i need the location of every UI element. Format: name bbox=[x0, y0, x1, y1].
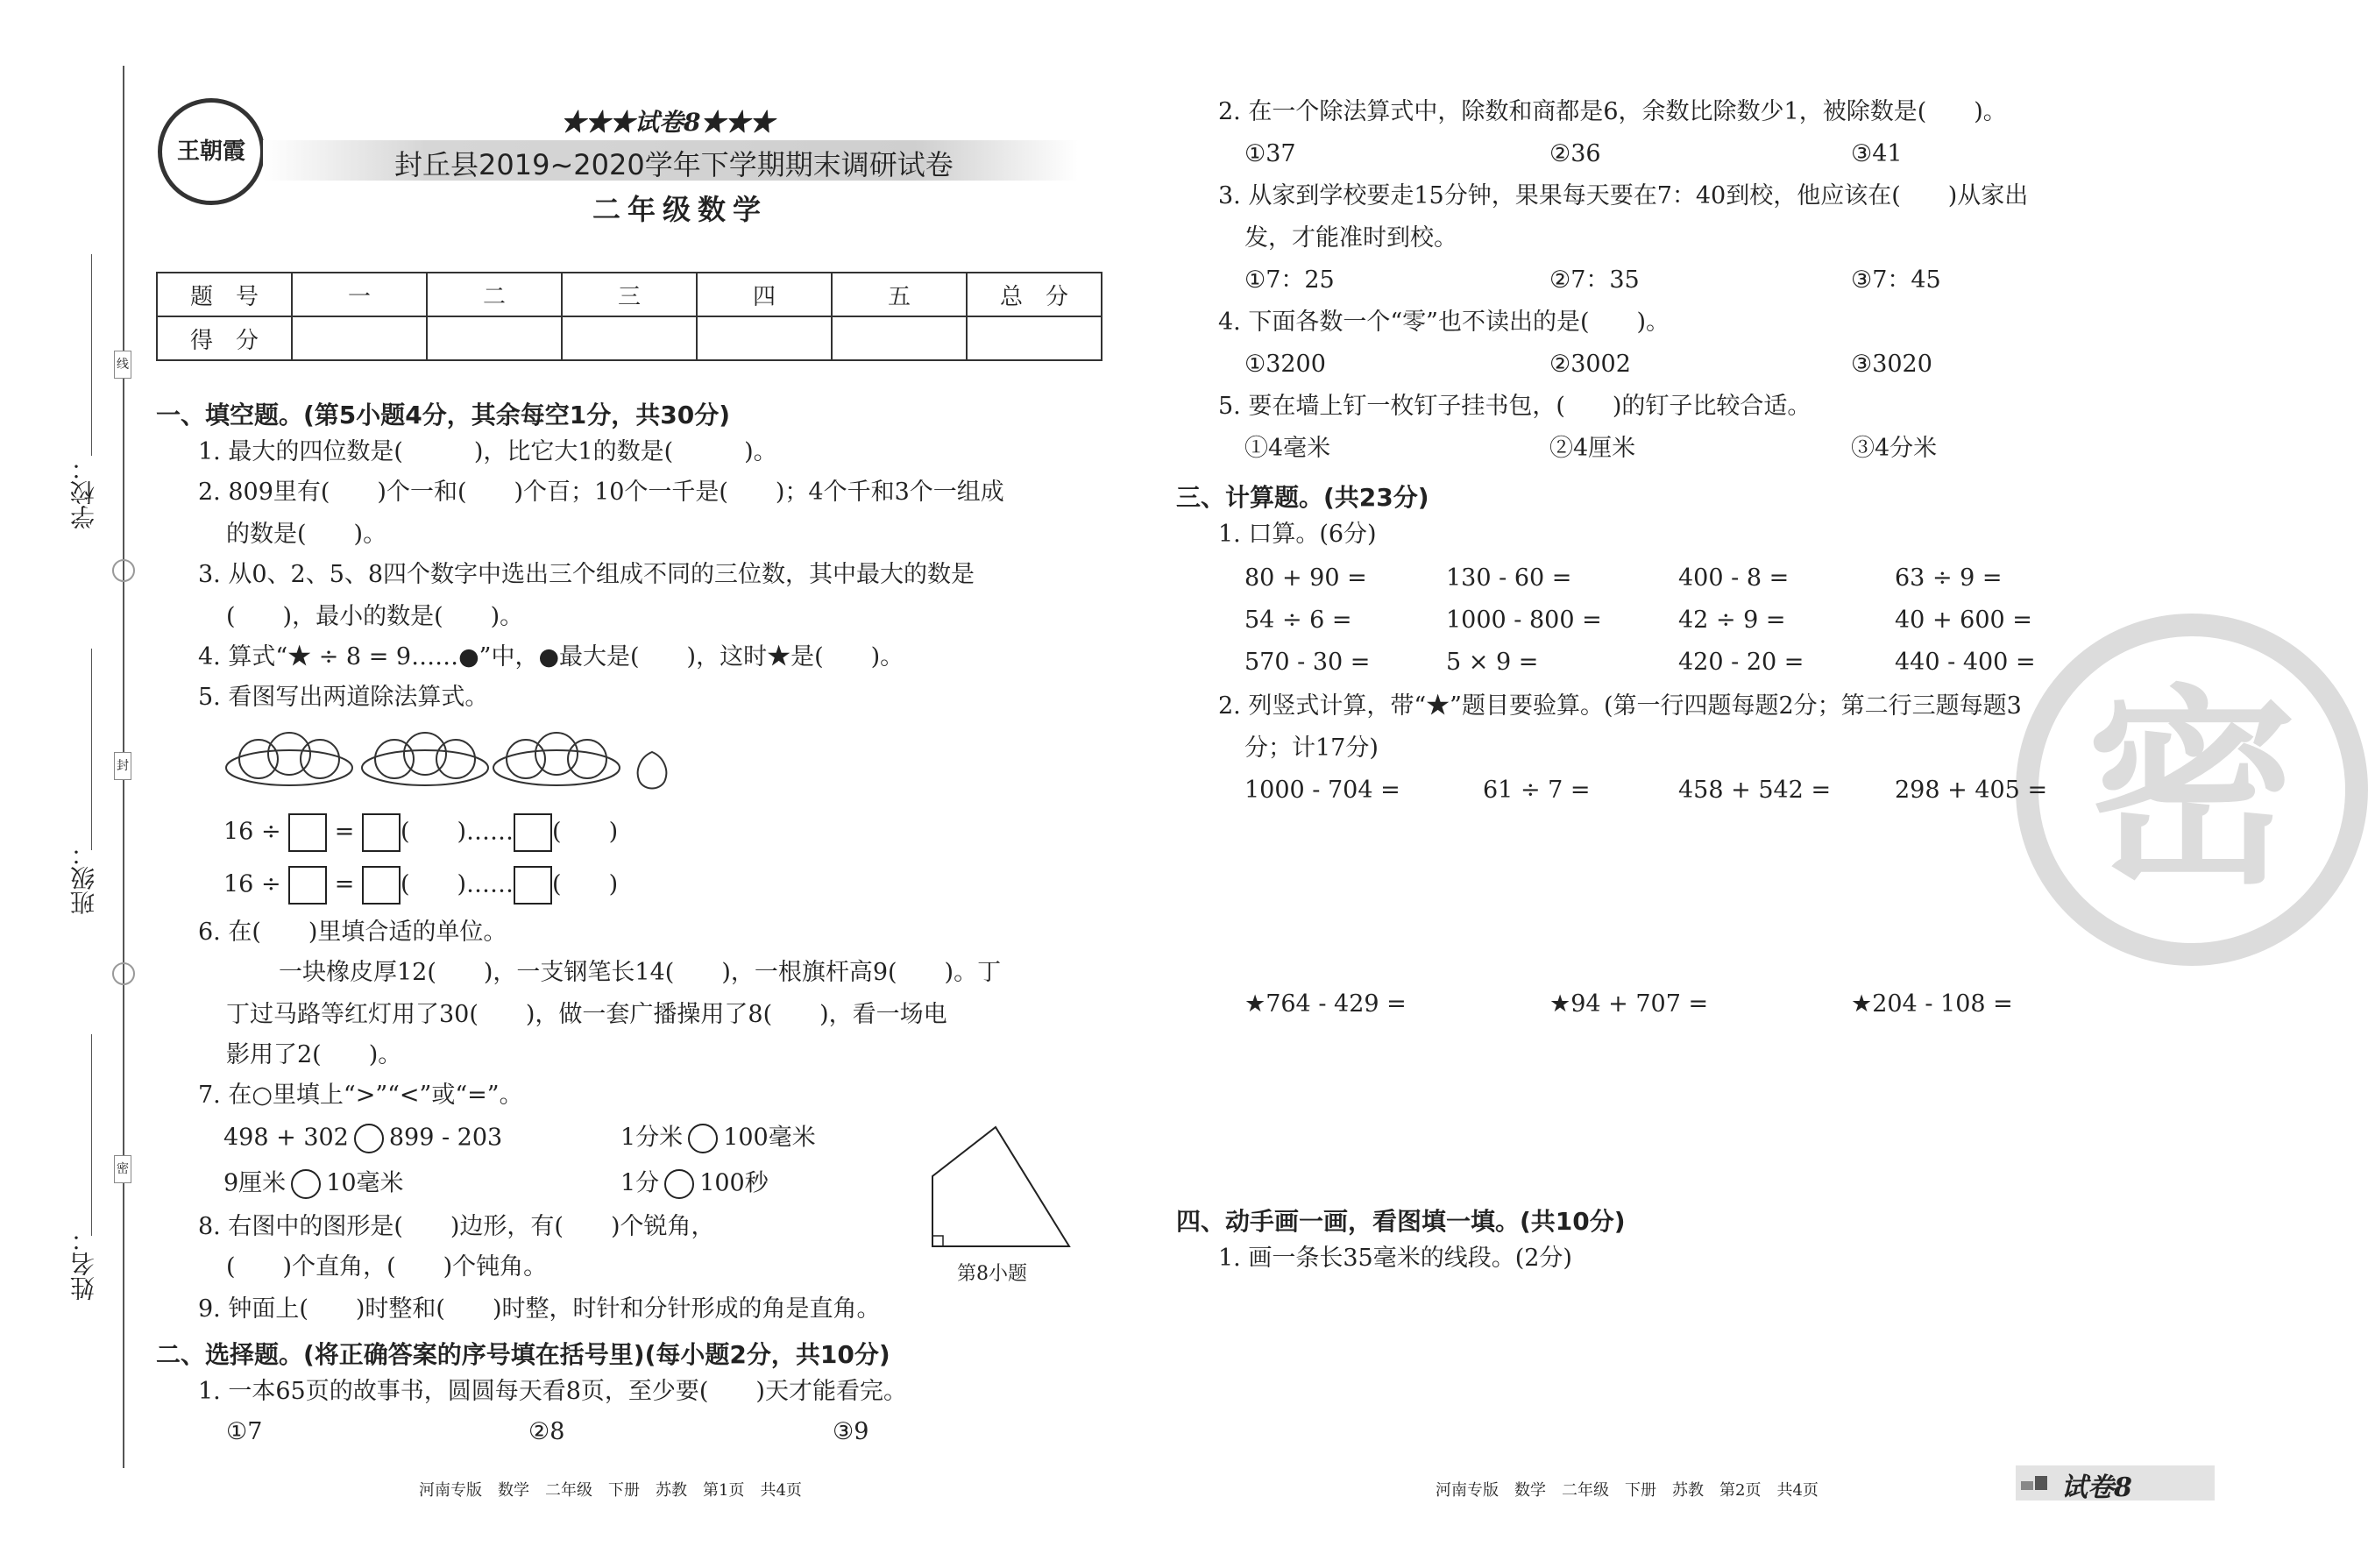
unit-blank: ( ) bbox=[552, 818, 619, 846]
choice-q4: 4. 下面各数一个“零”也不读出的是( )。 bbox=[1218, 309, 1670, 336]
brand-logo-text: 王朝霞 bbox=[176, 138, 245, 165]
score-cell: 题 号 bbox=[157, 273, 292, 316]
calc-q1: 1. 口算。(6分) bbox=[1218, 521, 1377, 548]
compare-left: 1分米 bbox=[620, 1124, 684, 1152]
choice-q3-cont: 发，才能准时到校。 bbox=[1244, 224, 1457, 252]
score-cell: 二 bbox=[427, 273, 562, 316]
watermark-seal bbox=[2016, 614, 2368, 966]
section-2-heading: 二、选择题。(将正确答案的序号填在括号里)(每小题2分，共10分) bbox=[156, 1340, 890, 1369]
oral-item[interactable]: 42 ÷ 9 = bbox=[1678, 607, 1786, 634]
score-input-cell[interactable] bbox=[562, 316, 697, 360]
oral-item[interactable]: 400 - 8 = bbox=[1678, 564, 1790, 592]
fill-q6-c: 影用了2( )。 bbox=[226, 1041, 402, 1068]
compare-right: 100秒 bbox=[699, 1169, 769, 1197]
choice-option[interactable]: ①3200 bbox=[1244, 351, 1326, 378]
score-cell: 五 bbox=[832, 273, 967, 316]
score-input-cell[interactable] bbox=[967, 316, 1102, 360]
choice-option[interactable]: ③41 bbox=[1851, 140, 1903, 167]
peach-plates-illustration bbox=[223, 722, 662, 796]
choice-option[interactable]: ②8 bbox=[528, 1418, 565, 1445]
compare-circle[interactable] bbox=[354, 1124, 384, 1153]
score-table bbox=[156, 272, 1102, 361]
tag-square-icon bbox=[2035, 1476, 2047, 1490]
fill-q5: 5. 看图写出两道除法算式。 bbox=[198, 684, 489, 711]
section-1-heading: 一、填空题。(第5小题4分，其余每空1分，共30分) bbox=[156, 401, 731, 429]
score-input-cell[interactable] bbox=[697, 316, 832, 360]
oral-item[interactable]: 420 - 20 = bbox=[1678, 649, 1804, 676]
peach-icon bbox=[631, 747, 673, 792]
fill-q2-cont: 的数是( )。 bbox=[226, 521, 387, 548]
score-table-score-row bbox=[157, 316, 1102, 360]
tag-square-icon bbox=[2021, 1481, 2033, 1490]
score-input-cell[interactable] bbox=[427, 316, 562, 360]
oral-item[interactable]: 54 ÷ 6 = bbox=[1244, 607, 1352, 634]
plate-icon bbox=[226, 733, 352, 785]
fill-q1: 1. 最大的四位数是( )，比它大1的数是( )。 bbox=[198, 438, 777, 465]
choice-option[interactable]: ②7：35 bbox=[1549, 266, 1640, 294]
watermark-text: 密 bbox=[2086, 667, 2297, 912]
equals-sign: = bbox=[334, 818, 355, 846]
choice-option[interactable]: ③7：45 bbox=[1851, 266, 1941, 294]
fill-q6-b: 丁过马路等红灯用了30( )，做一套广播操用了8( )，看一场电 bbox=[226, 1001, 947, 1028]
oral-item[interactable]: 80 + 90 = bbox=[1244, 564, 1367, 592]
score-table-header-row bbox=[157, 273, 1102, 316]
compare-row bbox=[620, 1169, 769, 1199]
plate-icon bbox=[362, 733, 488, 785]
choice-option[interactable]: ③4分米 bbox=[1851, 435, 1938, 462]
paper-number: ★★★试卷8★★★ bbox=[561, 108, 775, 137]
choice-option[interactable]: ③3020 bbox=[1851, 351, 1932, 378]
name-label: 姓名： bbox=[69, 1227, 98, 1301]
fill-q2: 2. 809里有( )个一和( )个百；10个一千是( )；4个千和3个一组成 bbox=[198, 479, 1004, 506]
fill-q6-a: 一块橡皮厚12( )，一支钢笔长14( )，一根旗杆高9( )。丁 bbox=[279, 959, 1002, 986]
unit-blank: ( ) bbox=[552, 870, 619, 898]
draw-q1: 1. 画一条长35毫米的线段。(2分) bbox=[1218, 1245, 1572, 1272]
figure-caption: 第8小题 bbox=[957, 1263, 1027, 1285]
q8-figure bbox=[929, 1124, 1078, 1255]
brand-logo bbox=[158, 98, 265, 205]
division-row-1 bbox=[223, 813, 618, 852]
plate-icon bbox=[493, 733, 620, 785]
fill-q3: 3. 从0、2、5、8四个数字中选出三个组成不同的三位数，其中最大的数是 bbox=[198, 561, 975, 588]
compare-circle[interactable] bbox=[291, 1169, 321, 1199]
compare-right: 10毫米 bbox=[326, 1169, 404, 1197]
compare-row bbox=[620, 1124, 816, 1153]
oral-item[interactable]: 570 - 30 = bbox=[1244, 649, 1371, 676]
oral-item[interactable]: 440 - 400 = bbox=[1895, 649, 2036, 676]
fill-q9: 9. 钟面上( )时整和( )时整，时针和分针形成的角是直角。 bbox=[198, 1295, 881, 1323]
vertical-calc-item[interactable]: 1000 - 704 = bbox=[1244, 777, 1400, 804]
answer-box[interactable] bbox=[514, 813, 552, 852]
compare-right: 899 - 203 bbox=[388, 1124, 503, 1152]
vertical-calc-item[interactable]: 298 + 405 = bbox=[1895, 777, 2048, 804]
school-blank[interactable] bbox=[91, 254, 92, 456]
page-footer-right: 河南专版 数学 二年级 下册 苏教 第2页 共4页 bbox=[1436, 1481, 1819, 1500]
seal-mark-seal: 封 bbox=[114, 752, 131, 780]
answer-box[interactable] bbox=[362, 866, 401, 905]
fill-q4: 4. 算式“★ ÷ 8 = 9……●”中，●最大是( )，这时★是( )。 bbox=[198, 643, 904, 670]
page-footer-left: 河南专版 数学 二年级 下册 苏教 第1页 共4页 bbox=[419, 1481, 802, 1500]
division-dividend: 16 ÷ bbox=[223, 870, 281, 898]
answer-box[interactable] bbox=[288, 813, 327, 852]
answer-box[interactable] bbox=[288, 866, 327, 905]
answer-box[interactable] bbox=[514, 866, 552, 905]
choice-q1: 1. 一本65页的故事书，圆圆每天看8页，至少要( )天才能看完。 bbox=[198, 1378, 907, 1405]
equals-sign: = bbox=[334, 870, 355, 898]
paper-tag-label: 试卷8 bbox=[2061, 1472, 2132, 1503]
unit-blank: ( )…… bbox=[400, 870, 514, 898]
compare-row bbox=[223, 1124, 502, 1153]
score-input-cell[interactable] bbox=[292, 316, 427, 360]
class-label: 班级： bbox=[69, 841, 98, 915]
vertical-calc-item[interactable]: 61 ÷ 7 = bbox=[1483, 777, 1591, 804]
oral-item[interactable]: 5 × 9 = bbox=[1446, 649, 1539, 676]
choice-option[interactable]: ②3002 bbox=[1549, 351, 1631, 378]
choice-option[interactable]: ①4毫米 bbox=[1244, 435, 1331, 462]
fill-q6: 6. 在( )里填合适的单位。 bbox=[198, 919, 507, 946]
score-cell: 一 bbox=[292, 273, 427, 316]
class-blank[interactable] bbox=[91, 649, 92, 850]
division-dividend: 16 ÷ bbox=[223, 818, 281, 846]
oral-item[interactable]: 1000 - 800 = bbox=[1446, 607, 1602, 634]
oral-item[interactable]: 40 + 600 = bbox=[1895, 607, 2032, 634]
score-cell: 总 分 bbox=[967, 273, 1102, 316]
seal-mark-line: 线 bbox=[114, 351, 131, 379]
fill-q7: 7. 在○里填上“>”“<”或“=”。 bbox=[198, 1082, 523, 1109]
division-row-2 bbox=[223, 866, 618, 905]
answer-box[interactable] bbox=[362, 813, 401, 852]
score-cell: 四 bbox=[697, 273, 832, 316]
name-blank[interactable] bbox=[91, 1034, 92, 1236]
unit-blank: ( )…… bbox=[400, 818, 514, 846]
choice-option[interactable]: ②36 bbox=[1549, 140, 1601, 167]
choice-q2: 2. 在一个除法算式中，除数和商都是6，余数比除数少1，被除数是( )。 bbox=[1218, 98, 2007, 125]
fill-q8-cont: ( )个直角，( )个钝角。 bbox=[226, 1253, 548, 1281]
compare-right: 100毫米 bbox=[723, 1124, 816, 1152]
score-cell: 三 bbox=[562, 273, 697, 316]
exam-title: 封丘县2019~2020学年下学期期末调研试卷 bbox=[394, 148, 954, 181]
compare-left: 1分 bbox=[620, 1169, 660, 1197]
score-cell: 得 分 bbox=[157, 316, 292, 360]
binding-hole bbox=[112, 559, 135, 582]
fill-q3-cont: ( )，最小的数是( )。 bbox=[226, 603, 524, 630]
oral-item[interactable]: 63 ÷ 9 = bbox=[1895, 564, 2003, 592]
binding-hole bbox=[112, 962, 135, 985]
calc-q2-cont: 分；计17分) bbox=[1244, 734, 1379, 762]
fill-q8: 8. 右图中的图形是( )边形，有( )个锐角， bbox=[198, 1213, 715, 1240]
choice-option[interactable]: ①7：25 bbox=[1244, 266, 1335, 294]
vertical-calc-item[interactable]: ★764 - 429 = bbox=[1244, 990, 1407, 1018]
compare-row bbox=[223, 1169, 404, 1199]
compare-left: 9厘米 bbox=[223, 1169, 287, 1197]
choice-option[interactable]: ②4厘米 bbox=[1549, 435, 1636, 462]
vertical-calc-item[interactable]: 458 + 542 = bbox=[1678, 777, 1832, 804]
choice-q3: 3. 从家到学校要走15分钟，果果每天要在7：40到校，他应该在( )从家出 bbox=[1218, 182, 2029, 209]
oral-item[interactable]: 130 - 60 = bbox=[1446, 564, 1572, 592]
score-input-cell[interactable] bbox=[832, 316, 967, 360]
compare-circle[interactable] bbox=[664, 1169, 694, 1199]
compare-circle[interactable] bbox=[688, 1124, 718, 1153]
choice-option[interactable]: ①37 bbox=[1244, 140, 1296, 167]
choice-option[interactable]: ③9 bbox=[833, 1418, 869, 1445]
choice-q5: 5. 要在墙上钉一枚钉子挂书包，( )的钉子比较合适。 bbox=[1218, 393, 1811, 420]
section-4-heading: 四、动手画一画，看图填一填。(共10分) bbox=[1176, 1207, 1626, 1236]
choice-option[interactable]: ①7 bbox=[226, 1418, 263, 1445]
vertical-calc-item[interactable]: ★204 - 108 = bbox=[1851, 990, 2013, 1018]
section-3-heading: 三、计算题。(共23分) bbox=[1176, 483, 1429, 512]
compare-left: 498 + 302 bbox=[223, 1124, 349, 1152]
school-label: 学校： bbox=[69, 456, 98, 529]
calc-q2: 2. 列竖式计算，带“★”题目要验算。(第一行四题每题2分；第二行三题每题3 bbox=[1218, 692, 2022, 720]
vertical-calc-item[interactable]: ★94 + 707 = bbox=[1549, 990, 1709, 1018]
seal-mark-secret: 密 bbox=[114, 1155, 131, 1183]
exam-subtitle: 二年级数学 bbox=[592, 193, 769, 226]
